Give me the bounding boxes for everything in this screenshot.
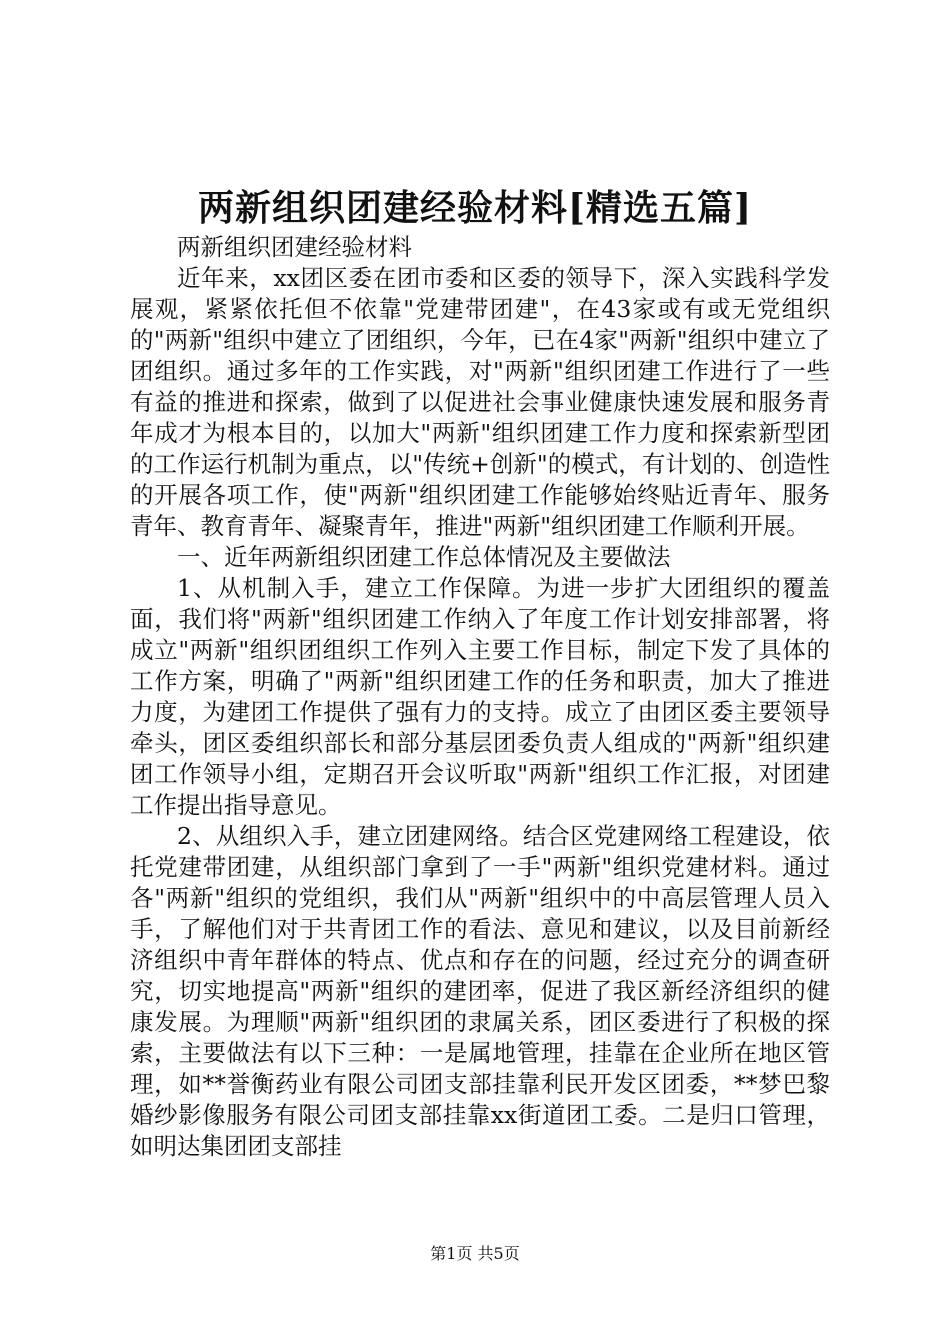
section-heading: 一、近年两新组织团建工作总体情况及主要做法	[177, 543, 671, 571]
document-body	[130, 232, 830, 1162]
page-indicator: 第1页 共5页	[430, 1244, 520, 1263]
point-2-paragraph: 2、从组织入手，建立团建网络。结合区党建网络工程建设，依托党建带团建，从组织部门拿到了一手"两新"组织党建材料。通过各"两新"组织的党组织，我们从"两新"组织中的中高层管理人员入手，了解他们对于共青团工作的看法、意见和建议，以及目前新经济组织中青年群体的特点、优点和存在的问题，经过充分的调查研究，切实地提高"两新"组织的建团率，促进了我区新经济组织的健康发展。为理顺"两新"组织团的隶属关系，团区委进行了积极的探索，主要做法有以下三种：一是属地管理，挂靠在企业所在地区管理，如**誉衡药业有限公司团支部挂靠利民开发区团委，**梦巴黎婚纱影像服务有限公司团支部挂靠xx街道团工委。二是归口管理，如明达集团团支部挂	[130, 822, 830, 1160]
intro-paragraph: 近年来，xx团区委在团市委和区委的领导下，深入实践科学发展观，紧紧依托但不依靠"党建带团建"，在43家或有或无党组织的"两新"组织中建立了团组织，今年，已在4家"两新"组织中建立了团组织。通过多年的工作实践，对"两新"组织团建工作进行了一些有益的推进和探索，做到了以促进社会事业健康快速发展和服务青年成才为根本目的，以加大"两新"组织团建工作力度和探索新型团的工作运行机制为重点，以"传统+创新"的模式，有计划的、创造性的开展各项工作，使"两新"组织团建工作能够始终贴近青年、服务青年、教育青年、凝聚青年，推进"两新"组织团建工作顺利开展。	[130, 264, 830, 540]
document-title: 两新组织团建经验材料[精选五篇]	[197, 187, 753, 229]
subtitle-paragraph: 两新组织团建经验材料	[177, 233, 412, 261]
point-1-paragraph: 1、从机制入手，建立工作保障。为进一步扩大团组织的覆盖面，我们将"两新"组织团建工作纳入了年度工作计划安排部署，将成立"两新"组织团组织工作列入主要工作目标，制定下发了具体的工作方案，明确了"两新"组织团建工作的任务和职责，加大了推进力度，为建团工作提供了强有力的支持。成立了由团区委主要领导牵头，团区委组织部长和部分基层团委负责人组成的"两新"组织建团工作领导小组，定期召开会议听取"两新"组织工作汇报，对团建工作提出指导意见。	[130, 574, 830, 819]
